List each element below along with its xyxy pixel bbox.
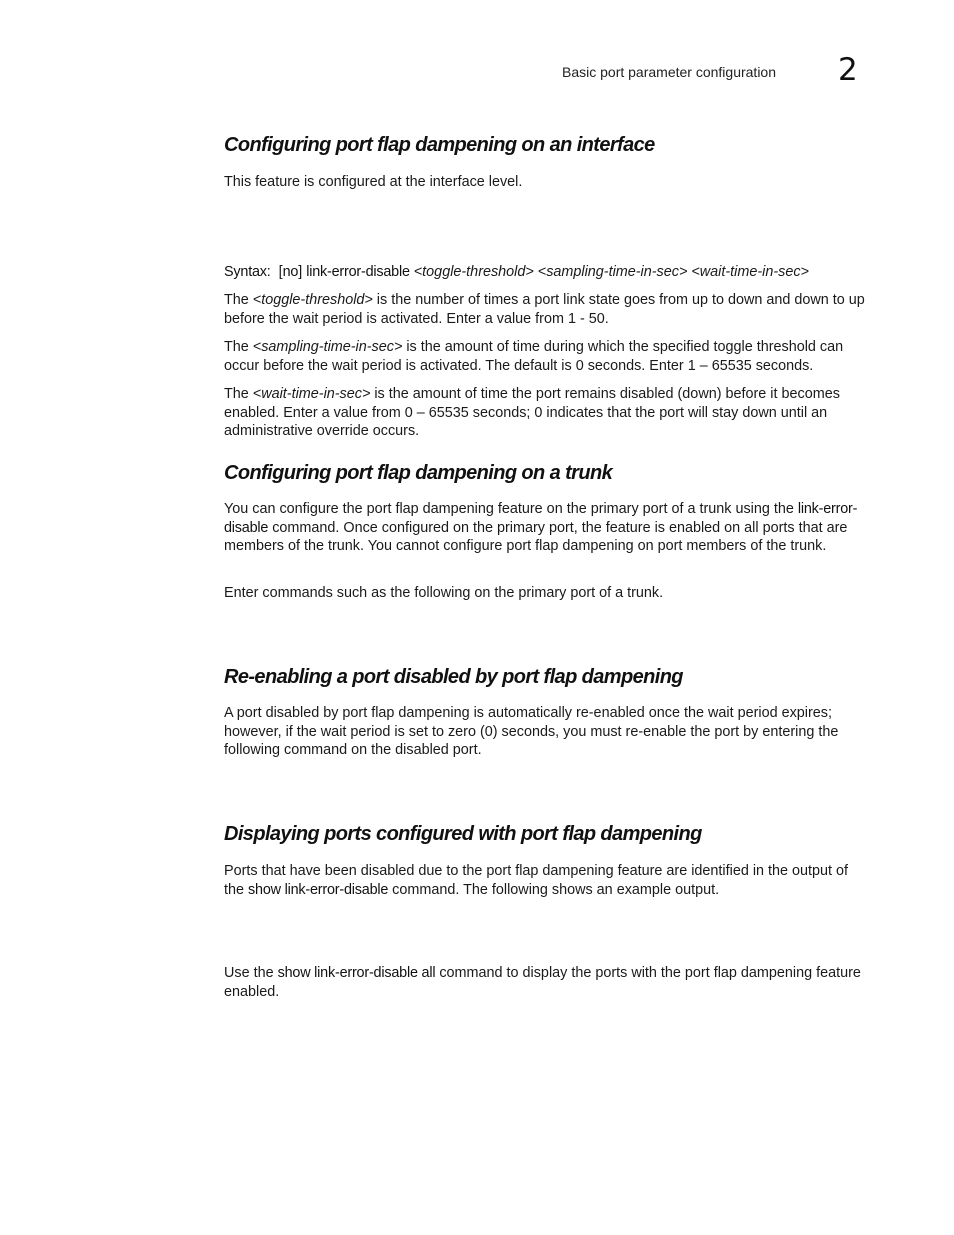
display-all-command: show link-error-disable all bbox=[277, 965, 436, 981]
text-run: You can configure the port flap dampening feature on the primary port of a trunk using the bbox=[224, 501, 798, 517]
text-run: Ports that have been disabled due to the port flap dampening feature are identified in the output of the bbox=[224, 863, 849, 898]
param-lead: The bbox=[224, 292, 253, 308]
section-heading-trunk: Configuring port flap dampening on a trunk bbox=[224, 462, 613, 484]
interface-intro: This feature is configured at the interface level. bbox=[224, 174, 523, 190]
param-desc: is the amount of time the port remains disabled (down) before it becomes enabled. Enter a value from 0 – 65535 seconds; 0 indicates that the port will stay down until an administrative override occurs. bbox=[224, 386, 840, 440]
syntax-label: Syntax: bbox=[224, 264, 271, 280]
param-arg: <wait-time-in-sec> bbox=[252, 386, 371, 402]
trunk-paragraph-1 bbox=[224, 500, 870, 556]
section-heading-interface: Configuring port flap dampening on an interface bbox=[224, 134, 655, 156]
syntax-close-bracket: ] bbox=[298, 264, 303, 280]
trunk-command: link-error-disable bbox=[224, 501, 858, 536]
text-run: Use the bbox=[224, 965, 278, 981]
section-heading-reenable: Re-enabling a port disabled by port flap dampening bbox=[224, 666, 683, 688]
text-run: command to display the ports with the port flap dampening feature enabled. bbox=[224, 965, 861, 1000]
param-lead: The bbox=[224, 339, 253, 355]
trunk-paragraph-2: Enter commands such as the following on the primary port of a trunk. bbox=[224, 585, 664, 601]
reenable-paragraph: A port disabled by port flap dampening is automatically re-enabled once the wait period expires; however, if the wait period is set to zero (0) seconds, you must re-enable the port by entering the following command on the disabled port. bbox=[224, 705, 839, 759]
chapter-number: 2 bbox=[838, 52, 858, 88]
syntax-open-bracket: [ bbox=[278, 264, 283, 280]
display-command: show link-error-disable bbox=[248, 881, 389, 898]
syntax-no-keyword: no bbox=[282, 264, 299, 280]
param-toggle-threshold bbox=[224, 291, 870, 328]
text-run: command. Once configured on the primary port, the feature is enabled on all ports that are members of the trunk. You cannot configure port flap dampening on port members of the trunk. bbox=[224, 519, 848, 555]
section-heading-display: Displaying ports configured with port flap dampening bbox=[224, 823, 702, 845]
text-run: command. The following shows an example output. bbox=[388, 881, 720, 898]
syntax-command: link-error-disable bbox=[306, 264, 410, 280]
param-wait-time bbox=[224, 385, 870, 441]
syntax-arg-sampling-time: <sampling-time-in-sec> bbox=[537, 264, 688, 280]
param-desc: is the number of times a port link state goes from up to down and down to up before the wait period is activated. Enter a value from 1 - 50. bbox=[224, 292, 865, 327]
display-paragraph-2 bbox=[224, 964, 870, 1001]
param-arg: <toggle-threshold> bbox=[252, 292, 373, 308]
param-arg: <sampling-time-in-sec> bbox=[252, 339, 403, 355]
syntax-arg-toggle-threshold: <toggle-threshold> bbox=[413, 264, 534, 280]
display-paragraph-1 bbox=[224, 862, 870, 899]
param-lead: The bbox=[224, 386, 253, 402]
running-header: Basic port parameter configuration bbox=[562, 64, 776, 80]
param-sampling-time bbox=[224, 338, 870, 375]
param-desc: is the amount of time during which the specified toggle threshold can occur before the wait period is activated. The default is 0 seconds. Enter 1 – 65535 seconds. bbox=[224, 339, 844, 374]
syntax-line bbox=[224, 263, 870, 282]
syntax-arg-wait-time: <wait-time-in-sec> bbox=[691, 264, 809, 280]
